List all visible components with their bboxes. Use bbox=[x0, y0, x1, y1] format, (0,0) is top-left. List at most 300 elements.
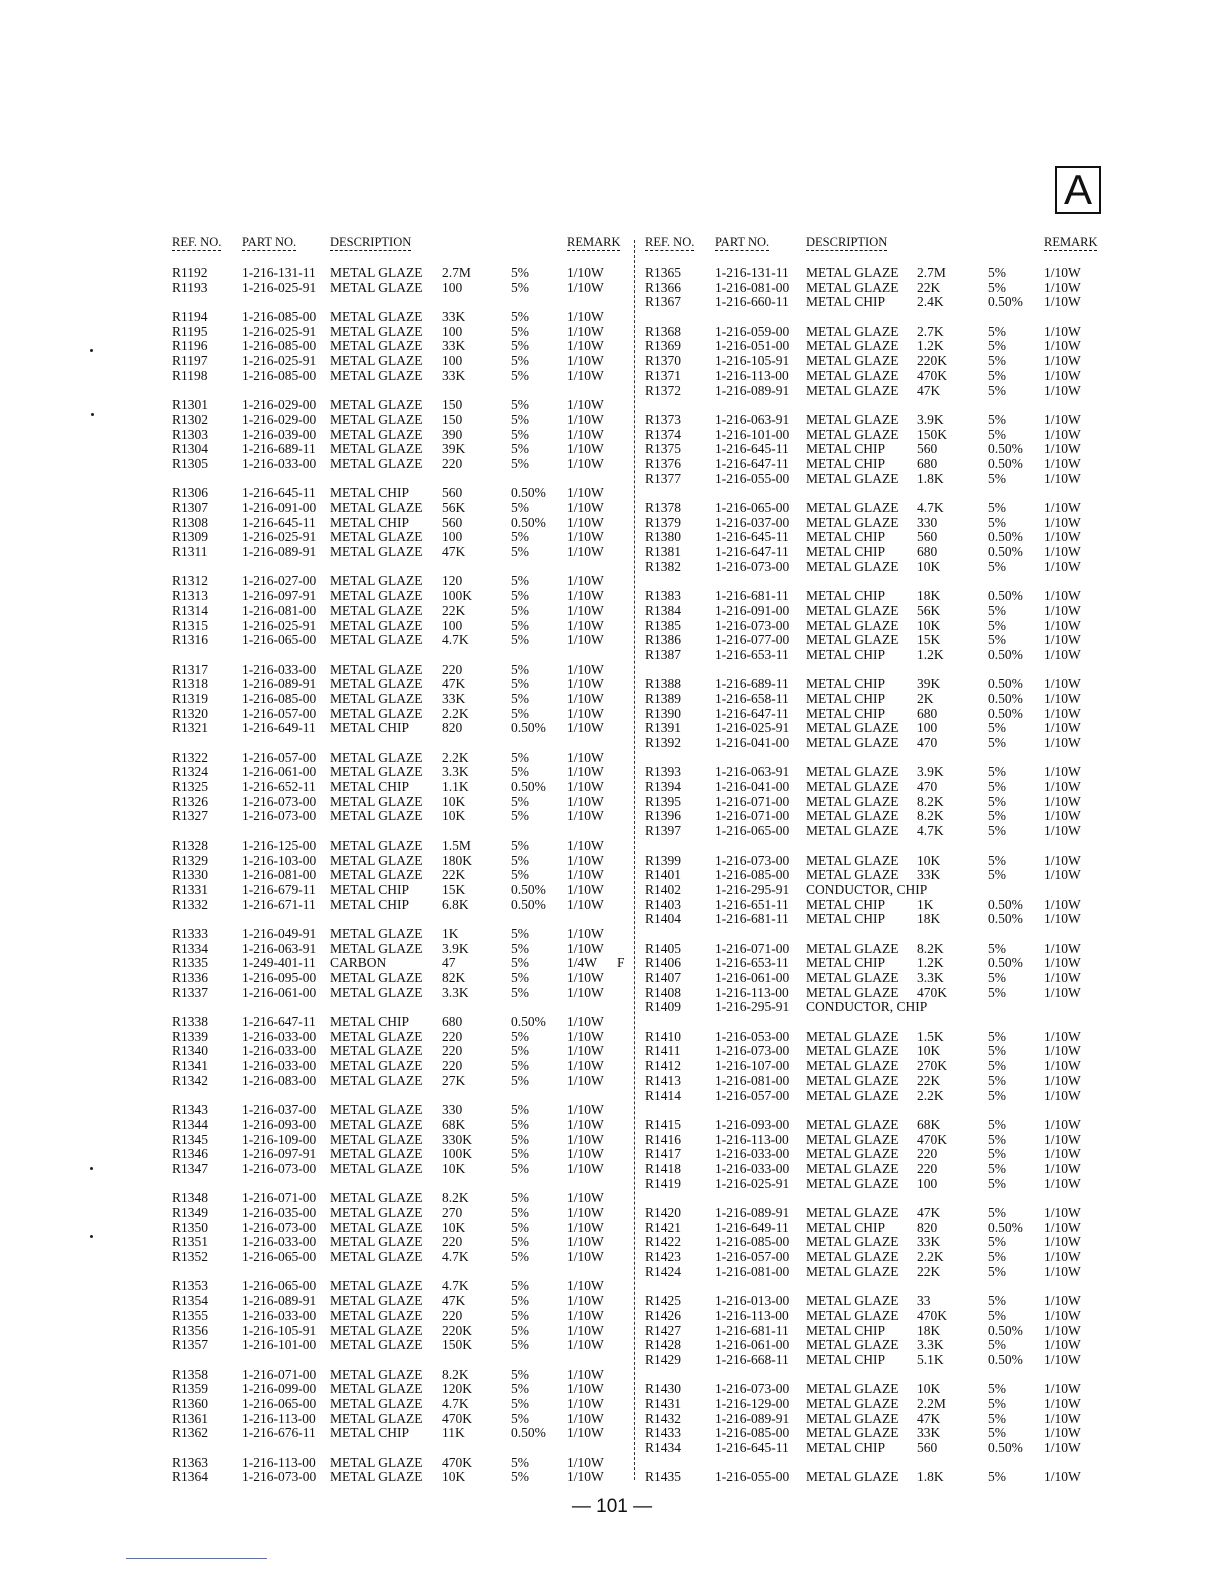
cell-part-no: 1-216-113-00 bbox=[715, 984, 789, 1000]
group-gap bbox=[643, 839, 1090, 854]
cell-remark: 1/10W bbox=[1044, 1028, 1081, 1044]
cell-ref-no: R1434 bbox=[645, 1440, 682, 1455]
cell-description: METAL GLAZE bbox=[806, 1234, 899, 1250]
cell-tolerance: 5% bbox=[988, 279, 1006, 295]
cell-tolerance: 0.50% bbox=[988, 1440, 1023, 1455]
cell-remark: 1/10W bbox=[1044, 676, 1081, 692]
cell-value: 100 bbox=[442, 279, 463, 295]
cell-value: 2.2K bbox=[442, 749, 469, 765]
cell-remark: 1/10W bbox=[567, 1381, 604, 1397]
table-row bbox=[643, 1206, 1090, 1221]
cell-ref-no: R1384 bbox=[645, 602, 682, 618]
cell-tolerance: 5% bbox=[511, 764, 529, 780]
cell-part-no: 1-216-653-11 bbox=[715, 955, 789, 971]
cell-description: METAL GLAZE bbox=[330, 1234, 423, 1250]
table-row bbox=[170, 339, 625, 354]
cell-value: 1K bbox=[917, 896, 934, 912]
cell-description: METAL GLAZE bbox=[330, 764, 423, 780]
cell-description: METAL GLAZE bbox=[330, 1469, 423, 1485]
cell-remark: 1/10W bbox=[1044, 382, 1081, 398]
cell-value: 10K bbox=[917, 852, 941, 868]
cell-remark: 1/10W bbox=[1044, 1205, 1081, 1220]
cell-value: 47K bbox=[917, 1205, 941, 1220]
cell-tolerance: 5% bbox=[511, 808, 529, 824]
cell-remark: 1/10W bbox=[1044, 1351, 1081, 1367]
table-row bbox=[170, 604, 625, 619]
cell-ref-no: R1421 bbox=[645, 1219, 682, 1235]
cell-part-no: 1-216-059-00 bbox=[715, 323, 790, 339]
table-row bbox=[643, 325, 1090, 340]
cell-value: 270K bbox=[917, 1058, 947, 1074]
cell-tolerance: 5% bbox=[988, 1131, 1006, 1147]
cell-ref-no: R1195 bbox=[172, 323, 208, 339]
cell-ref-no: R1193 bbox=[172, 279, 208, 295]
cell-tolerance: 0.50% bbox=[988, 690, 1023, 706]
cell-part-no: 1-216-077-00 bbox=[715, 632, 790, 648]
cell-value: 18K bbox=[917, 588, 941, 604]
cell-part-no: 1-216-095-00 bbox=[242, 970, 317, 985]
cell-part-no: 1-216-681-11 bbox=[715, 1322, 789, 1338]
table-row bbox=[643, 1177, 1090, 1192]
cell-ref-no: R1367 bbox=[645, 294, 682, 310]
header-description: DESCRIPTION bbox=[330, 235, 412, 249]
cell-value: 150K bbox=[442, 1337, 472, 1353]
table-row bbox=[643, 428, 1090, 443]
table-row bbox=[643, 677, 1090, 692]
cell-value: 470K bbox=[917, 1131, 947, 1147]
group-gap bbox=[643, 1015, 1090, 1030]
cell-part-no: 1-216-025-91 bbox=[242, 617, 317, 633]
cell-remark: 1/10W bbox=[1044, 764, 1081, 780]
cell-value: 220 bbox=[442, 1058, 463, 1074]
cell-part-no: 1-216-101-00 bbox=[242, 1337, 317, 1353]
cell-remark: 1/10W bbox=[567, 1131, 604, 1147]
cell-description: METAL GLAZE bbox=[330, 661, 423, 677]
cell-part-no: 1-216-089-91 bbox=[715, 1410, 790, 1426]
cell-value: 1K bbox=[442, 925, 459, 941]
table-row bbox=[643, 1382, 1090, 1397]
cell-remark: 1/10W bbox=[567, 925, 604, 941]
cell-description: METAL GLAZE bbox=[330, 984, 423, 1000]
cell-ref-no: R1341 bbox=[172, 1058, 209, 1074]
table-row bbox=[643, 354, 1090, 369]
cell-tolerance: 5% bbox=[511, 1072, 529, 1088]
cell-ref-no: R1387 bbox=[645, 646, 682, 662]
cell-ref-no: R1344 bbox=[172, 1116, 209, 1132]
cell-value: 470K bbox=[917, 1307, 947, 1323]
cell-tolerance: 0.50% bbox=[988, 441, 1023, 457]
cell-ref-no: R1363 bbox=[172, 1454, 209, 1470]
table-row bbox=[170, 545, 625, 560]
table-row bbox=[643, 1353, 1090, 1368]
cell-value: 220K bbox=[917, 353, 947, 369]
cell-remark: 1/10W bbox=[567, 514, 604, 530]
cell-ref-no: R1334 bbox=[172, 940, 209, 956]
cell-description: METAL GLAZE bbox=[330, 1205, 423, 1220]
cell-tolerance: 5% bbox=[511, 588, 529, 604]
cell-part-no: 1-216-647-11 bbox=[715, 705, 789, 721]
table-row bbox=[170, 692, 625, 707]
cell-remark: 1/10W bbox=[567, 485, 604, 501]
cell-tolerance: 0.50% bbox=[988, 294, 1023, 310]
cell-value: 10K bbox=[442, 793, 466, 809]
cell-part-no: 1-216-033-00 bbox=[242, 661, 317, 677]
table-row bbox=[643, 1324, 1090, 1339]
cell-part-no: 1-216-055-00 bbox=[715, 470, 790, 486]
table-row bbox=[170, 398, 625, 413]
table-row bbox=[643, 516, 1090, 531]
cell-ref-no: R1302 bbox=[172, 411, 209, 427]
cell-ref-no: R1365 bbox=[645, 265, 682, 280]
cell-value: 3.3K bbox=[442, 764, 469, 780]
cell-part-no: 1-216-073-00 bbox=[715, 1043, 790, 1059]
cell-tolerance: 5% bbox=[988, 1469, 1006, 1485]
cell-part-no: 1-216-105-91 bbox=[242, 1322, 317, 1338]
cell-part-no: 1-216-025-91 bbox=[715, 720, 790, 736]
cell-ref-no: R1350 bbox=[172, 1219, 209, 1235]
cell-description: METAL GLAZE bbox=[330, 309, 423, 325]
cell-value: 1.2K bbox=[917, 338, 944, 354]
cell-value: 150 bbox=[442, 411, 463, 427]
cell-tolerance: 5% bbox=[511, 500, 529, 515]
cell-tolerance: 5% bbox=[511, 1322, 529, 1338]
table-row bbox=[170, 1074, 625, 1089]
cell-description: METAL GLAZE bbox=[806, 1028, 899, 1044]
cell-part-no: 1-216-107-00 bbox=[715, 1058, 790, 1074]
cell-value: 33K bbox=[442, 309, 466, 325]
cell-ref-no: R1392 bbox=[645, 735, 682, 750]
cell-part-no: 1-216-065-00 bbox=[715, 823, 790, 839]
cell-remark: 1/10W bbox=[1044, 632, 1081, 648]
cell-tolerance: 5% bbox=[988, 1263, 1006, 1279]
cell-description: METAL CHIP bbox=[806, 690, 886, 706]
cell-part-no: 1-216-105-91 bbox=[715, 353, 790, 369]
table-row bbox=[643, 986, 1090, 1001]
group-gap bbox=[643, 398, 1090, 413]
cell-remark: 1/10W bbox=[1044, 1087, 1081, 1103]
cell-ref-no: R1351 bbox=[172, 1234, 209, 1250]
cell-remark: 1/10W bbox=[567, 1014, 604, 1030]
header-ref-no: REF. NO. bbox=[172, 235, 222, 249]
cell-description: METAL GLAZE bbox=[806, 779, 899, 795]
cell-ref-no: R1419 bbox=[645, 1175, 682, 1191]
table-row bbox=[643, 281, 1090, 296]
cell-ref-no: R1321 bbox=[172, 720, 209, 736]
cell-description: METAL GLAZE bbox=[330, 837, 423, 853]
cell-tolerance: 5% bbox=[511, 455, 529, 471]
parts-column-left bbox=[170, 234, 625, 1485]
group-gap bbox=[170, 648, 625, 663]
group-gap bbox=[643, 663, 1090, 678]
cell-remark: 1/10W bbox=[1044, 294, 1081, 310]
cell-tolerance: 5% bbox=[988, 353, 1006, 369]
table-row bbox=[170, 1368, 625, 1383]
cell-remark: 1/10W bbox=[1044, 823, 1081, 839]
cell-description: CONDUCTOR, CHIP bbox=[806, 999, 928, 1015]
table-row bbox=[170, 971, 625, 986]
cell-remark: 1/10W bbox=[1044, 1234, 1081, 1250]
cell-part-no: 1-216-025-91 bbox=[715, 1175, 790, 1191]
cell-tolerance: 5% bbox=[988, 1175, 1006, 1191]
cell-ref-no: R1336 bbox=[172, 970, 209, 985]
cell-tolerance: 5% bbox=[988, 720, 1006, 736]
cell-value: 120K bbox=[442, 1381, 472, 1397]
cell-value: 2.2K bbox=[917, 1249, 944, 1265]
cell-part-no: 1-216-113-00 bbox=[715, 1131, 789, 1147]
cell-part-no: 1-216-091-00 bbox=[242, 500, 317, 515]
table-row bbox=[170, 1309, 625, 1324]
cell-ref-no: R1348 bbox=[172, 1190, 209, 1206]
cell-part-no: 1-216-085-00 bbox=[715, 867, 790, 883]
cell-tolerance: 5% bbox=[511, 1205, 529, 1220]
cell-description: METAL CHIP bbox=[806, 646, 886, 662]
cell-value: 3.9K bbox=[917, 411, 944, 427]
group-gap bbox=[643, 486, 1090, 501]
column-divider bbox=[634, 240, 635, 1480]
cell-value: 470K bbox=[442, 1410, 472, 1426]
cell-ref-no: R1418 bbox=[645, 1160, 682, 1176]
cell-description: METAL GLAZE bbox=[330, 1337, 423, 1353]
cell-ref-no: R1395 bbox=[645, 793, 682, 809]
cell-value: 220K bbox=[442, 1322, 472, 1338]
cell-part-no: 1-216-049-91 bbox=[242, 925, 317, 941]
cell-value: 560 bbox=[442, 485, 463, 501]
table-row bbox=[170, 854, 625, 869]
cell-tolerance: 5% bbox=[988, 323, 1006, 339]
table-row bbox=[643, 604, 1090, 619]
cell-part-no: 1-216-089-91 bbox=[242, 1293, 317, 1309]
cell-part-no: 1-216-645-11 bbox=[242, 485, 316, 501]
table-row bbox=[170, 839, 625, 854]
cell-ref-no: R1371 bbox=[645, 367, 682, 383]
cell-part-no: 1-216-033-00 bbox=[242, 1234, 317, 1250]
cell-tolerance: 5% bbox=[988, 426, 1006, 442]
cell-ref-no: R1408 bbox=[645, 984, 682, 1000]
cell-tolerance: 5% bbox=[511, 1219, 529, 1235]
table-row bbox=[170, 457, 625, 472]
cell-value: 22K bbox=[917, 1263, 941, 1279]
cell-description: METAL GLAZE bbox=[330, 676, 423, 692]
cell-tolerance: 0.50% bbox=[988, 911, 1023, 927]
cell-part-no: 1-216-033-00 bbox=[242, 1028, 317, 1044]
parts-rows-right bbox=[643, 266, 1090, 1485]
cell-value: 220 bbox=[917, 1146, 938, 1162]
cell-value: 100 bbox=[442, 323, 463, 339]
cell-description: METAL GLAZE bbox=[330, 500, 423, 515]
cell-remark: 1/10W bbox=[567, 411, 604, 427]
cell-remark: 1/10W bbox=[1044, 470, 1081, 486]
cell-remark: 1/10W bbox=[567, 617, 604, 633]
cell-description: METAL GLAZE bbox=[330, 852, 423, 868]
cell-part-no: 1-216-081-00 bbox=[242, 602, 317, 618]
cell-part-no: 1-216-041-00 bbox=[715, 779, 790, 795]
cell-part-no: 1-216-689-11 bbox=[242, 441, 316, 457]
cell-remark: 1/10W bbox=[1044, 852, 1081, 868]
cell-tolerance: 5% bbox=[511, 1337, 529, 1353]
cell-value: 270 bbox=[442, 1205, 463, 1220]
cell-remark: 1/10W bbox=[1044, 426, 1081, 442]
cell-description: METAL GLAZE bbox=[330, 705, 423, 721]
cell-tolerance: 5% bbox=[511, 970, 529, 985]
cell-tolerance: 5% bbox=[988, 265, 1006, 280]
cell-value: 2.7M bbox=[917, 265, 946, 280]
cell-description: METAL GLAZE bbox=[806, 1395, 899, 1411]
cell-ref-no: R1328 bbox=[172, 837, 209, 853]
cell-remark: 1/10W bbox=[1044, 617, 1081, 633]
cell-remark: 1/4W bbox=[567, 955, 597, 971]
cell-tolerance: 5% bbox=[511, 955, 529, 971]
cell-part-no: 1-216-033-00 bbox=[715, 1146, 790, 1162]
cell-description: METAL GLAZE bbox=[330, 1307, 423, 1323]
cell-ref-no: R1378 bbox=[645, 500, 682, 515]
cell-tolerance: 5% bbox=[988, 1395, 1006, 1411]
cell-part-no: 1-216-676-11 bbox=[242, 1425, 316, 1441]
cell-tolerance: 5% bbox=[511, 632, 529, 648]
cell-tolerance: 5% bbox=[988, 1087, 1006, 1103]
cell-description: METAL CHIP bbox=[330, 779, 410, 795]
cell-part-no: 1-216-129-00 bbox=[715, 1395, 790, 1411]
cell-tolerance: 5% bbox=[511, 1381, 529, 1397]
cell-value: 6.8K bbox=[442, 896, 469, 912]
cell-ref-no: R1347 bbox=[172, 1160, 209, 1176]
cell-value: 8.2K bbox=[917, 940, 944, 956]
cell-tolerance: 5% bbox=[511, 602, 529, 618]
cell-part-no: 1-216-085-00 bbox=[242, 309, 317, 325]
cell-remark: 1/10W bbox=[567, 573, 604, 589]
cell-remark: 1/10W bbox=[1044, 955, 1081, 971]
cell-remark: 1/10W bbox=[1044, 353, 1081, 369]
table-row bbox=[643, 780, 1090, 795]
cell-part-no: 1-216-081-00 bbox=[715, 1263, 790, 1279]
cell-description: METAL GLAZE bbox=[806, 1160, 899, 1176]
cell-ref-no: R1304 bbox=[172, 441, 209, 457]
cell-description: METAL CHIP bbox=[806, 529, 886, 545]
group-gap bbox=[643, 927, 1090, 942]
cell-value: 1.2K bbox=[917, 646, 944, 662]
cell-value: 1.8K bbox=[917, 470, 944, 486]
group-gap bbox=[170, 295, 625, 310]
cell-value: 47K bbox=[442, 676, 466, 692]
cell-ref-no: R1357 bbox=[172, 1337, 209, 1353]
cell-tolerance: 5% bbox=[988, 764, 1006, 780]
cell-tolerance: 5% bbox=[988, 382, 1006, 398]
cell-value: 2K bbox=[917, 690, 934, 706]
cell-ref-no: R1340 bbox=[172, 1043, 209, 1059]
cell-tolerance: 5% bbox=[511, 411, 529, 427]
cell-tolerance: 5% bbox=[988, 1234, 1006, 1250]
cell-tolerance: 5% bbox=[511, 1395, 529, 1411]
table-row bbox=[643, 956, 1090, 971]
cell-value: 56K bbox=[442, 500, 466, 515]
cell-description: METAL CHIP bbox=[806, 911, 886, 927]
cell-part-no: 1-216-073-00 bbox=[715, 1381, 790, 1397]
cell-ref-no: R1303 bbox=[172, 426, 209, 442]
cell-description: METAL GLAZE bbox=[330, 441, 423, 457]
cell-ref-no: R1417 bbox=[645, 1146, 682, 1162]
cell-part-no: 1-216-660-11 bbox=[715, 294, 789, 310]
cell-part-no: 1-216-647-11 bbox=[715, 544, 789, 560]
table-row bbox=[170, 1279, 625, 1294]
cell-description: METAL GLAZE bbox=[806, 470, 899, 486]
cell-remark: 1/10W bbox=[567, 881, 604, 897]
cell-description: METAL GLAZE bbox=[330, 1395, 423, 1411]
cell-description: METAL GLAZE bbox=[806, 265, 899, 280]
cell-part-no: 1-216-029-00 bbox=[242, 411, 317, 427]
cell-description: METAL GLAZE bbox=[330, 544, 423, 560]
cell-description: METAL GLAZE bbox=[330, 1116, 423, 1132]
cell-tolerance: 5% bbox=[511, 984, 529, 1000]
cell-description: METAL GLAZE bbox=[330, 323, 423, 339]
cell-remark: 1/10W bbox=[1044, 265, 1081, 280]
cell-tolerance: 5% bbox=[511, 1366, 529, 1382]
cell-ref-no: R1403 bbox=[645, 896, 682, 912]
cell-ref-no: R1331 bbox=[172, 881, 209, 897]
cell-description: METAL GLAZE bbox=[330, 1322, 423, 1338]
cell-tolerance: 5% bbox=[511, 338, 529, 354]
cell-part-no: 1-216-065-00 bbox=[242, 1249, 317, 1265]
cell-description: METAL CHIP bbox=[330, 485, 410, 501]
table-row bbox=[170, 530, 625, 545]
cell-ref-no: R1359 bbox=[172, 1381, 209, 1397]
cell-value: 33 bbox=[917, 1293, 931, 1309]
cell-description: METAL GLAZE bbox=[806, 426, 899, 442]
table-row bbox=[170, 1456, 625, 1471]
cell-description: METAL GLAZE bbox=[330, 411, 423, 427]
cell-description: METAL GLAZE bbox=[330, 1160, 423, 1176]
cell-remark: 1/10W bbox=[567, 353, 604, 369]
cell-tolerance: 5% bbox=[511, 690, 529, 706]
cell-description: METAL GLAZE bbox=[330, 808, 423, 824]
cell-ref-no: R1423 bbox=[645, 1249, 682, 1265]
cell-remark: 1/10W bbox=[1044, 1058, 1081, 1074]
table-row bbox=[170, 1412, 625, 1427]
cell-description: METAL GLAZE bbox=[330, 1058, 423, 1074]
table-row bbox=[170, 1133, 625, 1148]
cell-remark: 1/10W bbox=[1044, 1293, 1081, 1309]
cell-tolerance: 5% bbox=[511, 1249, 529, 1265]
cell-tolerance: 0.50% bbox=[988, 1351, 1023, 1367]
cell-description: METAL GLAZE bbox=[330, 1190, 423, 1206]
table-row bbox=[170, 501, 625, 516]
table-row bbox=[643, 795, 1090, 810]
cell-value: 8.2K bbox=[917, 808, 944, 824]
cell-tolerance: 5% bbox=[511, 279, 529, 295]
cell-description: METAL CHIP bbox=[806, 1219, 886, 1235]
cell-description: METAL GLAZE bbox=[330, 1381, 423, 1397]
table-row bbox=[643, 339, 1090, 354]
group-gap bbox=[643, 751, 1090, 766]
table-row bbox=[643, 560, 1090, 575]
cell-part-no: 1-216-063-91 bbox=[715, 764, 790, 780]
cell-value: 1.8K bbox=[917, 1469, 944, 1485]
cell-ref-no: R1416 bbox=[645, 1131, 682, 1147]
cell-value: 150K bbox=[917, 426, 947, 442]
cell-remark: 1/10W bbox=[1044, 411, 1081, 427]
group-gap bbox=[643, 574, 1090, 589]
cell-ref-no: R1369 bbox=[645, 338, 682, 354]
cell-remark: 1/10W bbox=[567, 676, 604, 692]
cell-remark: 1/10W bbox=[567, 1454, 604, 1470]
cell-description: METAL GLAZE bbox=[806, 1307, 899, 1323]
cell-ref-no: R1380 bbox=[645, 529, 682, 545]
cell-part-no: 1-216-089-91 bbox=[715, 382, 790, 398]
cell-remark: 1/10W bbox=[567, 984, 604, 1000]
cell-value: 8.2K bbox=[442, 1190, 469, 1206]
table-row bbox=[170, 266, 625, 281]
table-row bbox=[643, 912, 1090, 927]
cell-ref-no: R1390 bbox=[645, 705, 682, 721]
cell-value: 100 bbox=[442, 529, 463, 545]
